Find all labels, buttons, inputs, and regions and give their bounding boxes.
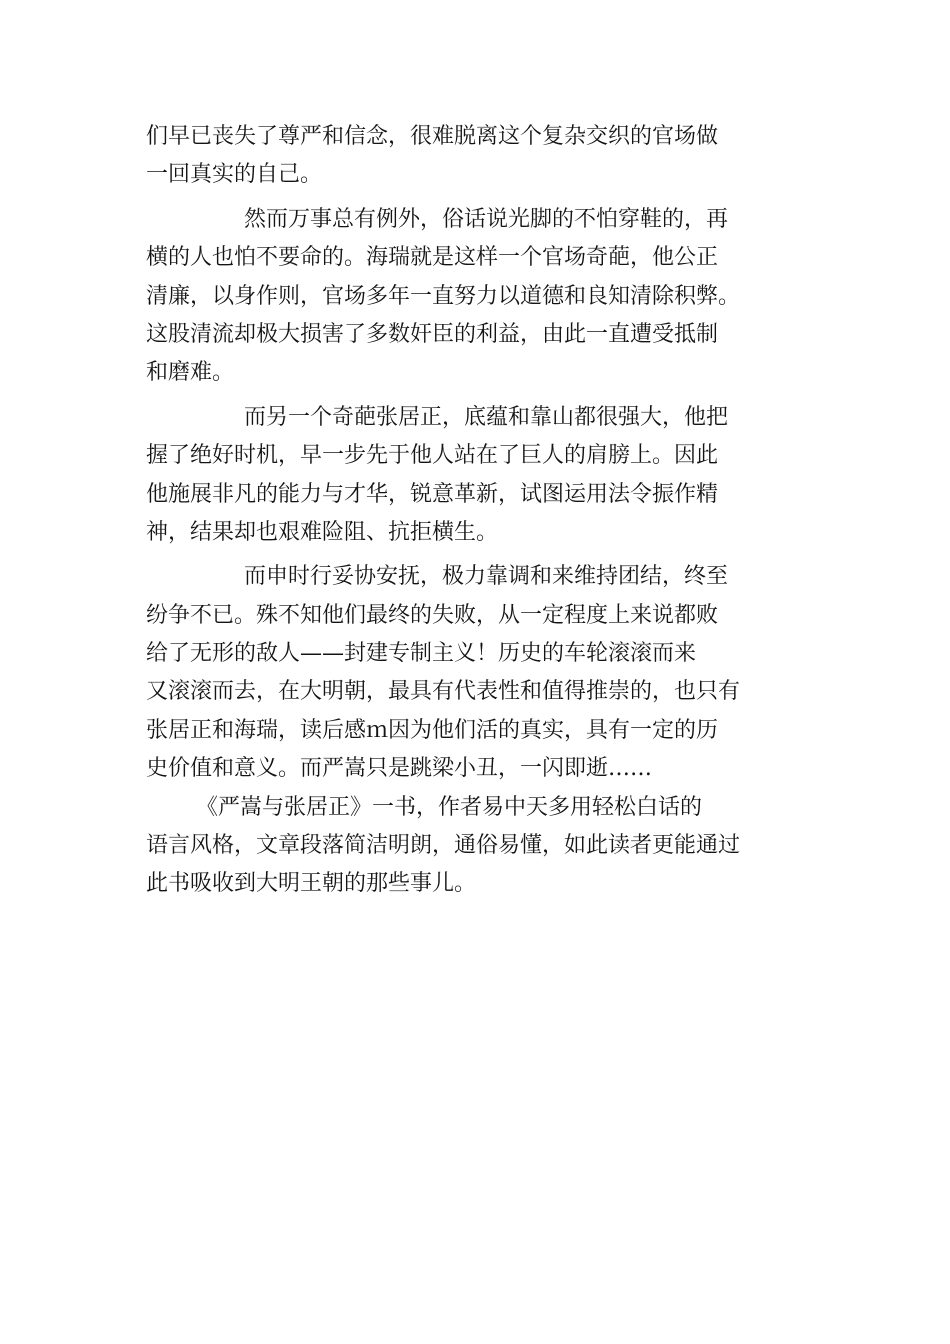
text-line: 清廉，以身作则，官场多年一直努力以道德和良知清除积弊。 <box>146 283 741 309</box>
paragraph-first-line: 而另一个奇葩张居正，底蕴和靠山都很强大，他把 <box>244 404 729 430</box>
text-line: 神，结果却也艰难险阻、抗拒横生。 <box>146 519 499 545</box>
paragraph-first-line: 然而万事总有例外，俗话说光脚的不怕穿鞋的，再 <box>244 206 729 232</box>
paragraph-first-line: 《严嵩与张居正》一书，作者易中天多用轻松白话的 <box>196 794 703 820</box>
text-line: 这股清流却极大损害了多数奸臣的利益，由此一直遭受抵制 <box>146 321 719 347</box>
text-line: 纷争不已。殊不知他们最终的失败，从一定程度上来说都败 <box>146 602 719 628</box>
text-line: 一回真实的自己。 <box>146 162 323 188</box>
text-line: 和磨难。 <box>146 360 235 386</box>
text-line: 们早已丧失了尊严和信念，很难脱离这个复杂交织的官场做 <box>146 124 719 149</box>
text-line: 给了无形的敌人——封建专制主义！历史的车轮滚滚而来 <box>146 641 697 667</box>
paragraph-first-line: 而申时行妥协安抚，极力靠调和来维持团结，终至 <box>244 564 729 590</box>
text-line: 横的人也怕不要命的。海瑞就是这样一个官场奇葩，他公正 <box>146 245 719 271</box>
text-line: 此书吸收到大明王朝的那些事儿。 <box>146 871 477 897</box>
text-line: 语言风格，文章段落简洁明朗，通俗易懂，如此读者更能通过 <box>146 833 741 859</box>
text-line: 握了绝好时机，早一步先于他人站在了巨人的肩膀上。因此 <box>146 443 719 469</box>
text-line: 他施展非凡的能力与才华，锐意革新，试图运用法令振作精 <box>146 481 719 507</box>
text-line: 史价值和意义。而严嵩只是跳梁小丑，一闪即逝…… <box>146 756 653 782</box>
text-line: 张居正和海瑞，读后感ｍ因为他们活的真实，具有一定的历 <box>146 717 719 743</box>
body-text <box>146 118 810 904</box>
text-line: 又滚滚而去，在大明朝，最具有代表性和值得推崇的，也只有 <box>146 679 741 705</box>
